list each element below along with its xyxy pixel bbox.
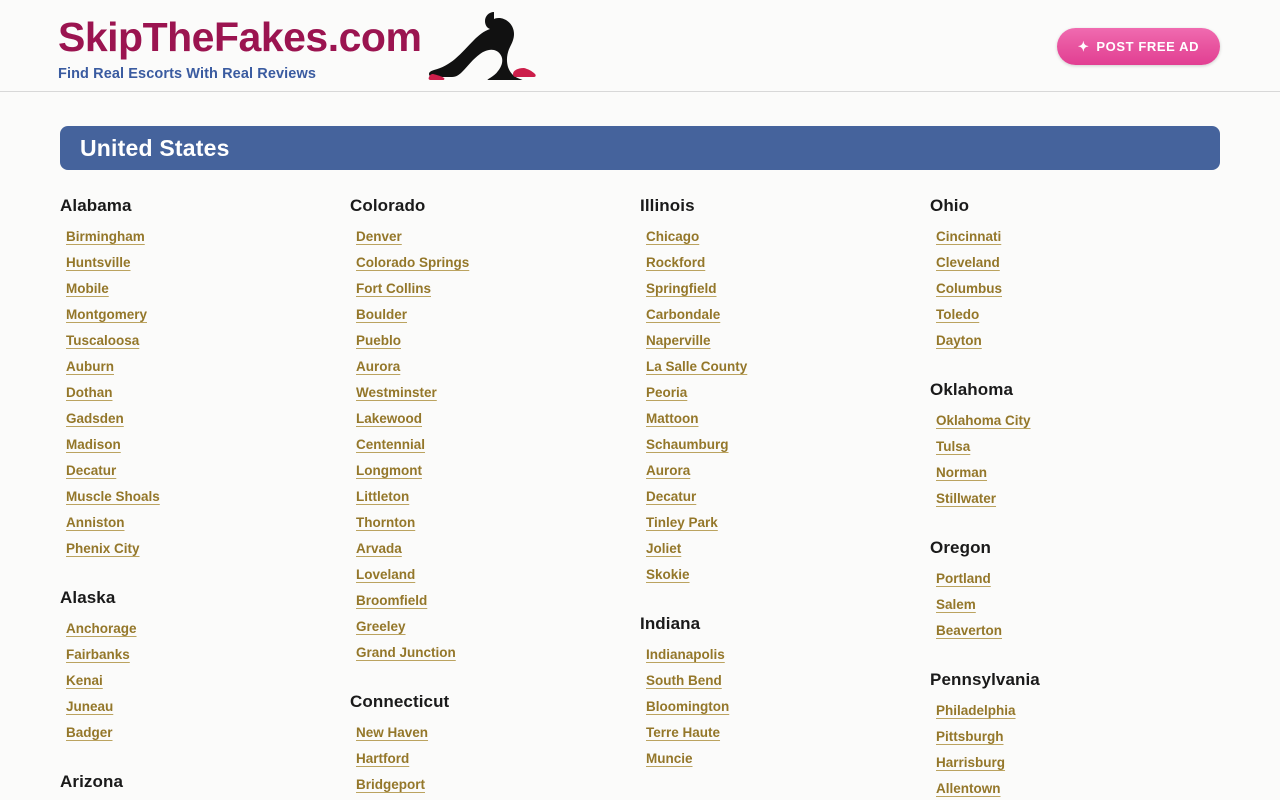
city-link[interactable]: Pittsburgh (936, 729, 1004, 744)
city-list (640, 224, 930, 588)
city-link[interactable]: Littleton (356, 489, 410, 504)
city-link[interactable]: Denver (356, 229, 402, 244)
list-item (640, 380, 930, 406)
list-item (640, 510, 930, 536)
city-link[interactable]: New Haven (356, 725, 429, 740)
post-free-ad-button[interactable] (1057, 28, 1220, 65)
city-list (930, 566, 1220, 644)
list-item (350, 328, 640, 354)
list-item (930, 328, 1220, 354)
city-link[interactable]: Joliet (646, 541, 682, 556)
city-link[interactable]: Harrisburg (936, 755, 1006, 770)
city-link[interactable]: Skokie (646, 567, 690, 582)
state-name: Arizona (60, 772, 124, 791)
sparkle-icon: ✦ (1077, 38, 1090, 54)
city-list (350, 720, 640, 798)
city-link[interactable]: Lakewood (356, 411, 423, 426)
city-link[interactable]: Chicago (646, 229, 700, 244)
list-item (60, 406, 350, 432)
list-item (930, 698, 1220, 724)
list-item (60, 510, 350, 536)
city-link[interactable]: Peoria (646, 385, 688, 400)
city-link[interactable]: Indianapolis (646, 647, 725, 662)
list-item (640, 642, 930, 668)
state-column (640, 196, 930, 800)
city-link[interactable]: Loveland (356, 567, 416, 582)
city-link[interactable]: Fort Collins (356, 281, 431, 296)
city-list (930, 408, 1220, 512)
city-list (60, 616, 350, 746)
list-item (60, 250, 350, 276)
list-item (60, 642, 350, 668)
list-item (350, 614, 640, 640)
city-list (350, 224, 640, 666)
list-item (60, 536, 350, 562)
list-item (930, 486, 1220, 512)
list-item (640, 484, 930, 510)
city-link[interactable]: Decatur (646, 489, 697, 504)
state-column (350, 196, 640, 800)
city-link[interactable]: Grand Junction (356, 645, 456, 660)
city-link[interactable]: Bloomington (646, 699, 730, 714)
state-block (350, 196, 640, 666)
city-link[interactable]: Madison (66, 437, 121, 452)
city-link[interactable]: Beaverton (936, 623, 1003, 638)
list-item (350, 406, 640, 432)
list-item (350, 354, 640, 380)
state-block (640, 614, 930, 772)
city-link[interactable]: Cleveland (936, 255, 1000, 270)
city-link[interactable]: Pueblo (356, 333, 402, 348)
list-item (350, 588, 640, 614)
list-item (930, 250, 1220, 276)
city-link[interactable]: Boulder (356, 307, 408, 322)
list-item (350, 432, 640, 458)
city-link[interactable]: Phenix City (66, 541, 140, 556)
site-header (0, 0, 1280, 92)
city-list (60, 224, 350, 562)
post-free-ad-label: POST FREE AD (1096, 39, 1200, 54)
list-item (930, 434, 1220, 460)
list-item (60, 224, 350, 250)
state-column (930, 196, 1220, 800)
city-link[interactable]: Thornton (356, 515, 416, 530)
city-link[interactable]: Philadelphia (936, 703, 1016, 718)
list-item (640, 354, 930, 380)
state-columns (60, 196, 1220, 800)
list-item (640, 224, 930, 250)
list-item (350, 536, 640, 562)
state-name: Connecticut (350, 692, 450, 711)
city-link[interactable]: Tuscaloosa (66, 333, 140, 348)
city-link[interactable]: Salem (936, 597, 976, 612)
city-link[interactable]: Broomfield (356, 593, 428, 608)
city-link[interactable]: Springfield (646, 281, 717, 296)
state-name: Illinois (640, 196, 695, 215)
list-item (60, 380, 350, 406)
city-link[interactable]: Westminster (356, 385, 437, 400)
list-item (930, 724, 1220, 750)
state-block (930, 538, 1220, 644)
city-link[interactable]: Bridgeport (356, 777, 425, 792)
country-title: United States (80, 134, 230, 161)
city-link[interactable]: Auburn (66, 359, 114, 374)
list-item (640, 302, 930, 328)
city-link[interactable]: Birmingham (66, 229, 145, 244)
state-block (60, 196, 350, 562)
list-item (640, 720, 930, 746)
list-item (930, 566, 1220, 592)
city-link[interactable]: Mattoon (646, 411, 699, 426)
list-item (60, 328, 350, 354)
city-link[interactable]: Naperville (646, 333, 711, 348)
city-link[interactable]: Hartford (356, 751, 410, 766)
state-block (930, 670, 1220, 800)
city-link[interactable]: Terre Haute (646, 725, 721, 740)
list-item (60, 484, 350, 510)
list-item (60, 668, 350, 694)
brand-title: SkipTheFakes.com (58, 14, 422, 60)
list-item (930, 750, 1220, 776)
state-block (60, 588, 350, 746)
list-item (640, 562, 930, 588)
city-link[interactable]: Schaumburg (646, 437, 729, 452)
city-link[interactable]: Fairbanks (66, 647, 130, 662)
list-item (640, 276, 930, 302)
city-link[interactable]: Decatur (66, 463, 117, 478)
list-item (60, 276, 350, 302)
state-column (60, 196, 350, 800)
list-item (60, 354, 350, 380)
list-item (350, 746, 640, 772)
country-header (60, 126, 1220, 170)
city-link[interactable]: Montgomery (66, 307, 147, 322)
list-item (350, 458, 640, 484)
city-link[interactable]: Arvada (356, 541, 402, 556)
list-item (640, 694, 930, 720)
list-item (930, 276, 1220, 302)
silhouette-figure-icon (428, 8, 543, 80)
state-name: Alaska (60, 588, 116, 607)
state-block (930, 380, 1220, 512)
list-item (60, 694, 350, 720)
city-link[interactable]: Cincinnati (936, 229, 1002, 244)
city-list (930, 224, 1220, 354)
city-link[interactable]: Anchorage (66, 621, 137, 636)
list-item (60, 302, 350, 328)
city-link[interactable]: Tulsa (936, 439, 971, 454)
list-item (640, 536, 930, 562)
list-item (930, 776, 1220, 800)
city-link[interactable]: Colorado Springs (356, 255, 470, 270)
state-block (640, 196, 930, 588)
list-item (60, 720, 350, 746)
city-link[interactable]: Allentown (936, 781, 1001, 796)
list-item (930, 302, 1220, 328)
list-item (350, 224, 640, 250)
city-link[interactable]: Kenai (66, 673, 103, 688)
list-item (60, 458, 350, 484)
list-item (640, 250, 930, 276)
state-name: Ohio (930, 196, 970, 215)
state-name: Oregon (930, 538, 992, 557)
state-name: Alabama (60, 196, 132, 215)
list-item (640, 746, 930, 772)
list-item (930, 618, 1220, 644)
list-item (640, 432, 930, 458)
list-item (640, 668, 930, 694)
city-link[interactable]: Norman (936, 465, 988, 480)
list-item (930, 224, 1220, 250)
city-link[interactable]: Juneau (66, 699, 114, 714)
city-link[interactable]: Centennial (356, 437, 426, 452)
list-item (350, 510, 640, 536)
state-block (930, 196, 1220, 354)
list-item (350, 250, 640, 276)
city-link[interactable]: Muncie (646, 751, 693, 766)
list-item (640, 458, 930, 484)
city-link[interactable]: Oklahoma City (936, 413, 1031, 428)
list-item (930, 408, 1220, 434)
city-link[interactable]: Carbondale (646, 307, 721, 322)
list-item (60, 432, 350, 458)
city-link[interactable]: Stillwater (936, 491, 997, 506)
main-content (0, 126, 1280, 800)
state-name: Colorado (350, 196, 426, 215)
list-item (640, 406, 930, 432)
list-item (930, 592, 1220, 618)
state-name: Oklahoma (930, 380, 1013, 399)
list-item (350, 772, 640, 798)
brand[interactable] (58, 14, 421, 82)
list-item (350, 640, 640, 666)
city-link[interactable]: Badger (66, 725, 113, 740)
city-link[interactable]: La Salle County (646, 359, 748, 374)
city-link[interactable]: Dayton (936, 333, 982, 348)
city-link[interactable]: Mobile (66, 281, 109, 296)
city-link[interactable]: Aurora (646, 463, 691, 478)
city-link[interactable]: Portland (936, 571, 991, 586)
city-link[interactable]: Muscle Shoals (66, 489, 160, 504)
state-block (60, 772, 350, 792)
city-link[interactable]: Tinley Park (646, 515, 718, 530)
city-list (930, 698, 1220, 800)
city-link[interactable]: Dothan (66, 385, 113, 400)
city-link[interactable]: Anniston (66, 515, 125, 530)
list-item (60, 616, 350, 642)
list-item (350, 276, 640, 302)
city-link[interactable]: Columbus (936, 281, 1002, 296)
city-link[interactable]: South Bend (646, 673, 722, 688)
list-item (350, 302, 640, 328)
city-link[interactable]: Toledo (936, 307, 980, 322)
city-link[interactable]: Rockford (646, 255, 706, 270)
city-link[interactable]: Longmont (356, 463, 422, 478)
city-list (640, 642, 930, 772)
city-link[interactable]: Gadsden (66, 411, 124, 426)
state-block (350, 692, 640, 798)
city-link[interactable]: Greeley (356, 619, 406, 634)
state-name: Indiana (640, 614, 701, 633)
list-item (350, 562, 640, 588)
list-item (350, 484, 640, 510)
list-item (350, 380, 640, 406)
list-item (930, 460, 1220, 486)
state-name: Pennsylvania (930, 670, 1040, 689)
brand-tagline: Find Real Escorts With Real Reviews (58, 66, 317, 82)
city-link[interactable]: Huntsville (66, 255, 131, 270)
list-item (350, 720, 640, 746)
list-item (640, 328, 930, 354)
city-link[interactable]: Aurora (356, 359, 401, 374)
